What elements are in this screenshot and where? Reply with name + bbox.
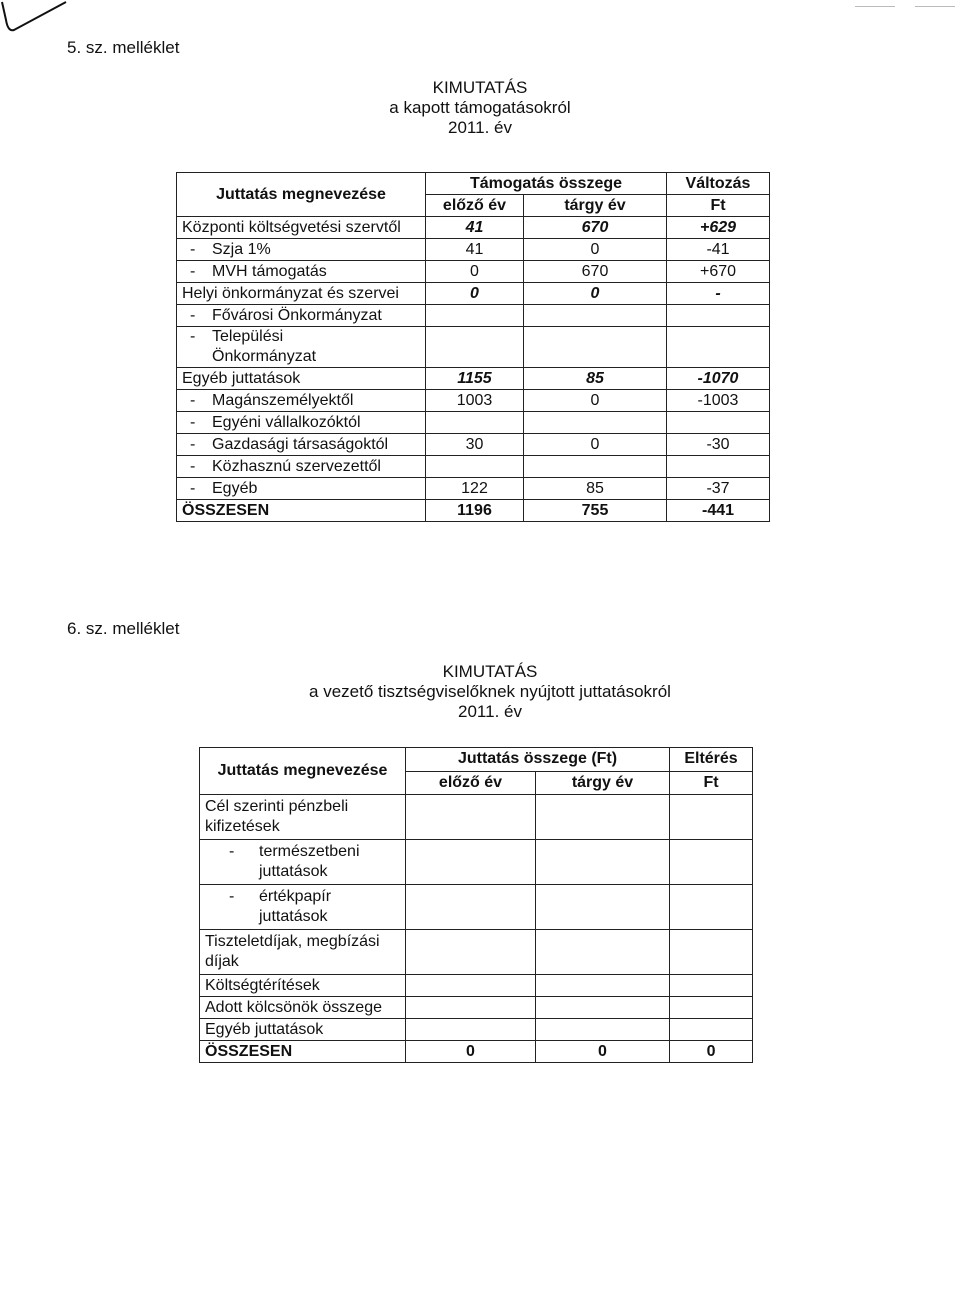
table-row: - Települési Önkormányzat	[177, 327, 770, 368]
cell-curr	[524, 456, 667, 478]
header-unit: Ft	[667, 195, 770, 217]
cell-change	[667, 327, 770, 368]
annex-5-table	[176, 172, 770, 522]
cell-prev: 41	[426, 239, 524, 261]
table-row	[200, 930, 753, 975]
table-row: - Egyéb 122 85 -37	[177, 478, 770, 500]
cell-curr: 0	[524, 434, 667, 456]
row-label: Cél szerinti pénzbeli kifizetések	[200, 795, 406, 840]
annex-5-title: KIMUTATÁS	[432, 78, 528, 97]
header-diff: Eltérés	[670, 748, 753, 772]
table-row	[200, 795, 753, 840]
row-label: MVH támogatás	[212, 262, 327, 280]
cell-prev: 1196	[426, 500, 524, 522]
cell-change: -41	[667, 239, 770, 261]
annex-6-table	[199, 747, 753, 1063]
cell-change: -1070	[667, 368, 770, 390]
header-unit: Ft	[670, 771, 753, 795]
table-row-total	[200, 1041, 753, 1063]
header-change: Változás	[667, 173, 770, 195]
row-label: ÖSSZESEN	[177, 500, 426, 522]
cell-prev	[426, 327, 524, 368]
cell-curr: 85	[524, 478, 667, 500]
cell-curr: 755	[524, 500, 667, 522]
table-row: - Gazdasági társaságoktól 30 0 -30	[177, 434, 770, 456]
cell-prev: 0	[426, 261, 524, 283]
cell-change	[667, 305, 770, 327]
row-label: Egyéb juttatások	[200, 1019, 406, 1041]
cell-prev	[426, 456, 524, 478]
annex-6-label: 6. sz. melléklet	[67, 619, 180, 638]
table-row	[177, 368, 770, 390]
cell-prev: 0	[406, 1041, 536, 1063]
table-row	[200, 997, 753, 1019]
cell-prev: 1155	[426, 368, 524, 390]
table-row: - Fővárosi Önkormányzat	[177, 305, 770, 327]
header-amount: Támogatás összege	[426, 173, 667, 195]
header-prev: előző év	[426, 195, 524, 217]
cell-curr: 670	[524, 217, 667, 239]
annex-6-subtitle: a vezető tisztségviselőknek nyújtott juttatásokról	[309, 682, 671, 701]
cell-prev: 0	[426, 283, 524, 305]
header-amount: Juttatás összege (Ft)	[406, 748, 670, 772]
table-row	[200, 1019, 753, 1041]
scan-edge-line	[855, 6, 895, 7]
cell-change	[667, 412, 770, 434]
table-row: - értékpapír juttatások	[200, 885, 753, 930]
cell-change: -441	[667, 500, 770, 522]
header-prev: előző év	[406, 771, 536, 795]
table-row	[177, 283, 770, 305]
row-label: Egyéb juttatások	[177, 368, 426, 390]
cell-prev: 122	[426, 478, 524, 500]
header-curr: tárgy év	[536, 771, 670, 795]
row-label: Gazdasági társaságoktól	[212, 435, 389, 453]
cell-curr	[524, 412, 667, 434]
cell-curr: 0	[536, 1041, 670, 1063]
row-label: Egyéb	[212, 479, 258, 497]
cell-change: -37	[667, 478, 770, 500]
annex-5-subtitle: a kapott támogatásokról	[389, 98, 571, 117]
annex-6-heading	[300, 662, 680, 722]
cell-prev: 1003	[426, 390, 524, 412]
row-label: Közhasznú szervezettől	[212, 457, 381, 475]
table-row: - Szja 1% 41 0 -41	[177, 239, 770, 261]
row-label: Helyi önkormányzat és szervei	[177, 283, 426, 305]
cell-curr: 0	[524, 283, 667, 305]
cell-change: +670	[667, 261, 770, 283]
cell-prev	[426, 305, 524, 327]
cell-curr	[524, 305, 667, 327]
annex-5-heading	[370, 78, 590, 138]
row-label: Települési Önkormányzat	[212, 328, 317, 365]
cell-change	[667, 456, 770, 478]
table-row: - Egyéni vállalkozóktól	[177, 412, 770, 434]
row-label: Adott kölcsönök összege	[200, 997, 406, 1019]
annex-5-year: 2011. év	[448, 118, 512, 137]
row-label: értékpapír juttatások	[259, 888, 332, 925]
cell-prev: 41	[426, 217, 524, 239]
row-label: Egyéni vállalkozóktól	[212, 413, 361, 431]
annex-6-year: 2011. év	[458, 702, 522, 721]
cell-curr: 85	[524, 368, 667, 390]
table-row: - Közhasznú szervezettől	[177, 456, 770, 478]
cell-curr	[524, 327, 667, 368]
cell-diff: 0	[670, 1041, 753, 1063]
cell-curr: 0	[524, 239, 667, 261]
row-label: Fővárosi Önkormányzat	[212, 306, 382, 324]
cell-prev	[426, 412, 524, 434]
header-curr: tárgy év	[524, 195, 667, 217]
cell-curr: 0	[524, 390, 667, 412]
annex-6-title: KIMUTATÁS	[442, 662, 538, 681]
cell-change: -30	[667, 434, 770, 456]
annex-5-label: 5. sz. melléklet	[67, 38, 180, 57]
table-row: - MVH támogatás 0 670 +670	[177, 261, 770, 283]
header-name: Juttatás megnevezése	[200, 748, 406, 795]
scan-edge-line	[915, 6, 955, 7]
row-label: Költségtérítések	[200, 975, 406, 997]
cell-change: -1003	[667, 390, 770, 412]
cell-change: -	[667, 283, 770, 305]
table-row-total	[177, 500, 770, 522]
scan-stroke-mark	[0, 0, 70, 40]
row-label: Szja 1%	[212, 240, 271, 258]
header-name: Juttatás megnevezése	[177, 173, 426, 217]
table-row: - természetbeni juttatások	[200, 840, 753, 885]
row-label: Magánszemélyektől	[212, 391, 354, 409]
row-label: ÖSSZESEN	[200, 1041, 406, 1063]
cell-curr: 670	[524, 261, 667, 283]
table-row	[200, 975, 753, 997]
table-row	[177, 217, 770, 239]
row-label: Központi költségvetési szervtől	[177, 217, 426, 239]
cell-prev: 30	[426, 434, 524, 456]
table-row: - Magánszemélyektől 1003 0 -1003	[177, 390, 770, 412]
row-label: természetbeni juttatások	[259, 843, 360, 880]
cell-change: +629	[667, 217, 770, 239]
row-label: Tiszteletdíjak, megbízási díjak	[200, 930, 406, 975]
